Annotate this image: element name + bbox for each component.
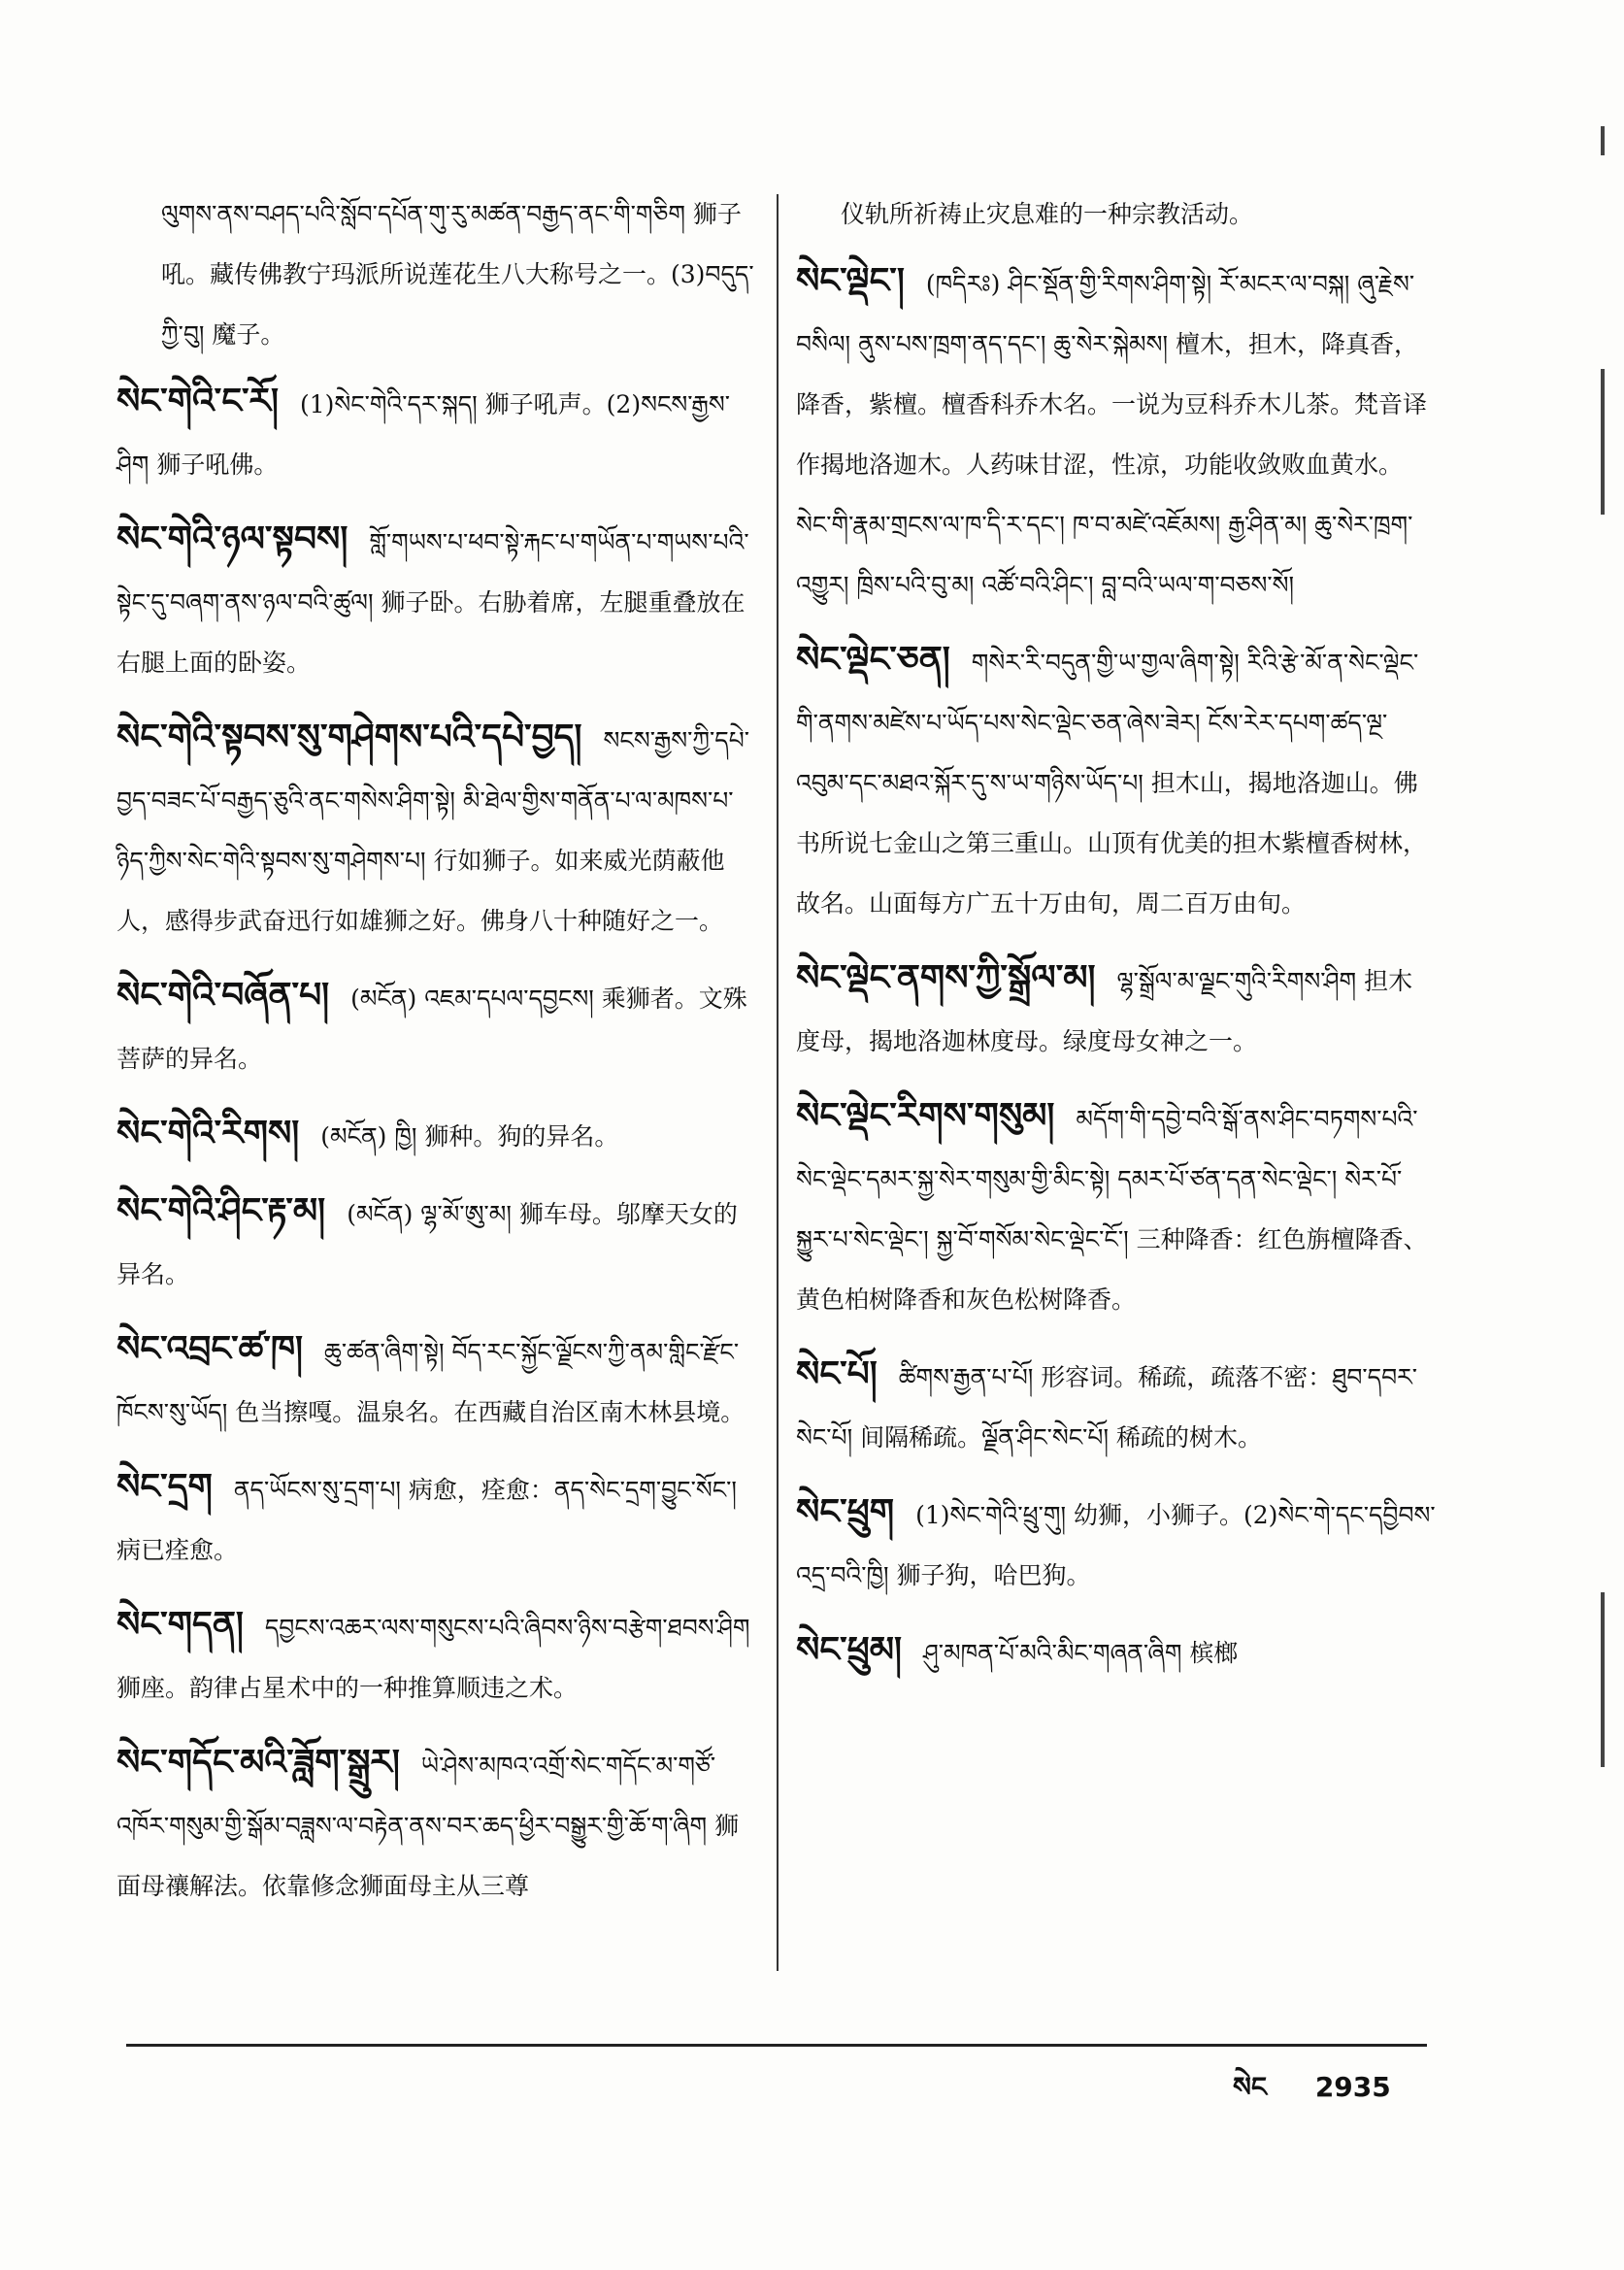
entry-definition: (ཁདིརཿ) ཤིང་སྡོན་གྱི་རིགས་ཤིག་སྟེ། རོ་མངར་ལ་བསྐ། ཞུ་རྗེས་བསིལ། ནུས་པས་ཁྲག་ནད་དང་། ཆུ་སེར་སྐེམས། 檀木，担木，降真香，降香，紫檀。檀香科乔木名。一说为豆科乔木儿茶。梵音译作揭地洛迦木。人药味甘涩，性凉，功能收敛败血黄水。སེང་གི་རྣམ་གྲངས་ལ་ཁ་དི་ར་དང་། ཁ་བ་མཛེ་འཇོམས། རྒྱ་ཤིན་མ། ཆུ་སེར་ཁྲག་འགྱུར། ཁྲིས་པའི་བུ་མ། འཚོ་བའི་ཤིང་། བླ་བའི་ཡལ་ག་བཅས་སོ། <box>796 270 1428 599</box>
entry-definition: སངས་རྒྱས་ཀྱི་དཔེ་བྱད་བཟང་པོ་བརྒྱད་ཅུའི་ནང་གསེས་ཤིག་སྟེ། མི་ཐེལ་གྱིས་གནོན་པ་ལ་མཁས་པ་ཉིད་ཀྱིས་སེང་གེའི་སྟབས་སུ་གཤེགས་པ། 行如狮子。如来威光荫蔽他人，感得步武奋迅行如雄狮之好。佛身八十种随好之一。 <box>116 726 750 935</box>
entry-definition: དབྱངས་འཆར་ལས་གསུངས་པའི་ཞིབས་ཉིས་བརྩེག་ཐབས་ཤིག 狮座。韵律占星术中的一种推算顺违之术。 <box>116 1614 750 1702</box>
entry-definition: གློ་གཡས་པ་ཕབ་སྟེ་རྐང་པ་གཡོན་པ་གཡས་པའི་སྟེང་དུ་བཞག་ནས་ཉལ་བའི་ཚུལ། 狮子卧。右胁着席，左腿重叠放在右腿上面的卧姿。 <box>116 528 749 677</box>
dictionary-entry <box>116 969 757 1089</box>
column-divider <box>777 194 779 1971</box>
entry-definition: གསེར་རི་བདུན་གྱི་ཡ་གྱལ་ཞིག་སྟེ། རིའི་རྩེ་མོ་ན་སེང་ལྡེང་གི་ནགས་མཛེས་པ་ཡོད་པས་སེང་ལྡེང་ཅན་ཞེས་ཟེར། ངོས་རེར་དཔག་ཚད་ལྔ་འབུམ་དང་མཐའ་སྐོར་དུ་ས་ཡ་གཉིས་ཡོད་པ། 担木山，揭地洛迦山。佛书所说七金山之第三重山。山顶有优美的担木紫檀香树林，故名。山面每方广五十万由旬，周二百万由旬。 <box>796 649 1428 918</box>
entry-headword: སེང་ལྡེང་ཅན། <box>796 640 950 680</box>
entry-definition: (མངོན) ལྷ་མོ་ཨུ་མ། 狮车母。邬摩天女的异名。 <box>116 1200 738 1288</box>
entry-headword: སེང་གེའི་ཤིང་རྟ་མ། <box>116 1191 326 1231</box>
continuation-text: ལུགས་ནས་བཤད་པའི་སློབ་དཔོན་གུ་རུ་མཚན་བརྒྱད་ནང་གི་གཅིག 狮子吼。藏传佛教宁玛派所说莲花生八大称号之一。(3)བདུད་ཀྱི་བུ། 魔子。 <box>161 200 754 349</box>
entry-definition: (1)སེང་གེའི་དར་སྐད། 狮子吼声。(2)སངས་རྒྱས་ཤིག 狮子吼佛。 <box>116 390 730 479</box>
dictionary-entry <box>116 375 757 495</box>
entry-headword: སེང་གེའི་སྟབས་སུ་གཤེགས་པའི་དཔེ་བྱད། <box>116 718 582 757</box>
continuation-text: 仪轨所祈祷止灾息难的一种宗教活动。 <box>841 200 1254 228</box>
dictionary-entry <box>796 254 1437 616</box>
page-number: 2935 <box>1314 2071 1391 2103</box>
right-column <box>796 184 1437 1701</box>
entry-headword: སེང་གདན། <box>116 1605 244 1645</box>
dictionary-entry <box>116 711 757 951</box>
scan-artifact <box>1601 369 1605 515</box>
page-footer <box>1233 2056 1430 2133</box>
scan-artifact <box>1601 126 1605 155</box>
dictionary-entry <box>116 1460 757 1581</box>
dictionary-entry <box>796 1486 1437 1606</box>
dictionary-entry <box>116 1736 757 1917</box>
running-head: སེང <box>1233 2071 1268 2103</box>
entry-headword: སེང་གེའི་ང་རོ། <box>116 382 279 421</box>
entry-headword: སེང་གེའི་བཞོན་པ། <box>116 976 330 1016</box>
dictionary-entry <box>796 1623 1437 1684</box>
entry-headword: སེང་ཕྲུམ། <box>796 1630 902 1670</box>
entry-headword: སེང་གེའི་རིགས། <box>116 1114 300 1153</box>
entry-definition: (1)སེང་གེའི་ཕྲུ་གུ། 幼狮，小狮子。(2)སེང་གེ་དང་དབྱིབས་འདྲ་བའི་ཁྱི། 狮子狗，哈巴狗。 <box>796 1501 1436 1589</box>
dictionary-entry <box>796 951 1437 1072</box>
entry-definition: (མངོན) འཇམ་དཔལ་དབྱངས། 乘狮者。文殊菩萨的异名。 <box>116 985 747 1073</box>
entry-headword: སེང་ལྡེང་ནགས་ཀྱི་སྒྲོལ་མ། <box>796 958 1096 998</box>
entry-definition: ཆུ་ཚན་ཞིག་སྟེ། བོད་རང་སྐྱོང་ལྗོངས་ཀྱི་ནམ་གླིང་རྫོང་ཁོངས་སུ་ཡོད། 色当擦嘎。温泉名。在西藏自治区南木林县境。 <box>116 1338 746 1426</box>
dictionary-entry <box>796 1089 1437 1330</box>
entry-definition: ལྷ་སྒྲོལ་མ་ལྗང་གུའི་རིགས་ཤིག 担木度母，揭地洛迦林度母。绿度母女神之一。 <box>796 967 1413 1055</box>
entry-definition: ཤུ་མཁན་པོ་མའི་མིང་གཞན་ཞིག 槟榔 <box>922 1639 1239 1667</box>
entry-headword: སེང་གེའི་ཉལ་སྟབས། <box>116 519 348 559</box>
entry-headword: སེང་ལྡེང་རིགས་གསུམ། <box>796 1096 1055 1136</box>
entry-definition: མདོག་གི་དབྱེ་བའི་སྒོ་ནས་ཤིང་བཏགས་པའི་སེང་ལྡེང་དམར་སྐྱ་སེར་གསུམ་གྱི་མིང་སྟེ། དམར་པོ་ཙན་དན་སེང་ལྡེང་། སེར་པོ་སྐྱུར་པ་སེང་ལྡེང་། སྐྱ་བོ་གསོམ་སེང་ལྡེང་ངོ་། 三种降香：红色旃檀降香、黄色柏树降香和灰色松树降香。 <box>796 1105 1428 1314</box>
entry-headword: སེང་འབྲང་ཚ་ཁ། <box>116 1329 304 1369</box>
entry-headword: སེང་དྲག <box>116 1467 213 1507</box>
entry-definition: ཡེ་ཤེས་མཁའ་འགྲོ་སེང་གདོང་མ་གཙོ་འཁོར་གསུམ་གྱི་སྒོམ་བཟླས་ལ་བརྟེན་ནས་བར་ཆད་ཕྱིར་བསྒྱུར་གྱི་ཆོ་ག་ཞིག 狮面母禳解法。依靠修念狮面母主从三尊 <box>116 1752 740 1900</box>
dictionary-entry <box>116 1107 757 1167</box>
dictionary-entry <box>796 633 1437 934</box>
dictionary-entry <box>796 1348 1437 1468</box>
entry-headword: སེང་ལྡེང་། <box>796 261 905 301</box>
dictionary-entry <box>116 513 757 693</box>
dictionary-entry <box>116 1598 757 1719</box>
entry-headword: སེང་གདོང་མའི་ཟློག་སྒྲུར། <box>116 1743 400 1783</box>
entry-headword: སེང་ཕྲུག <box>796 1492 895 1532</box>
left-column <box>116 184 757 1934</box>
footer-rule <box>126 2044 1427 2047</box>
entry-definition: (མངོན) ཁྱི། 狮种。狗的异名。 <box>320 1122 619 1151</box>
entry-definition: ནད་ཡོངས་སུ་དྲག་པ། 病愈，痊愈：ནད་སེང་དྲག་བྱུང་སོང་། 病已痊愈。 <box>116 1476 737 1564</box>
scan-artifact <box>1601 1592 1605 1767</box>
entry-headword: སེང་པོ། <box>796 1354 878 1394</box>
dictionary-entry <box>116 1185 757 1305</box>
dictionary-entry <box>116 1322 757 1443</box>
entry-definition: ཚིགས་རྒྱན་པ་པོ། 形容词。稀疏，疏落不密：ཐུབ་དབར་སེང་པོ། 间隔稀疏。ལྗོན་ཤིང་སེང་པོ། 稀疏的树木。 <box>796 1363 1418 1452</box>
